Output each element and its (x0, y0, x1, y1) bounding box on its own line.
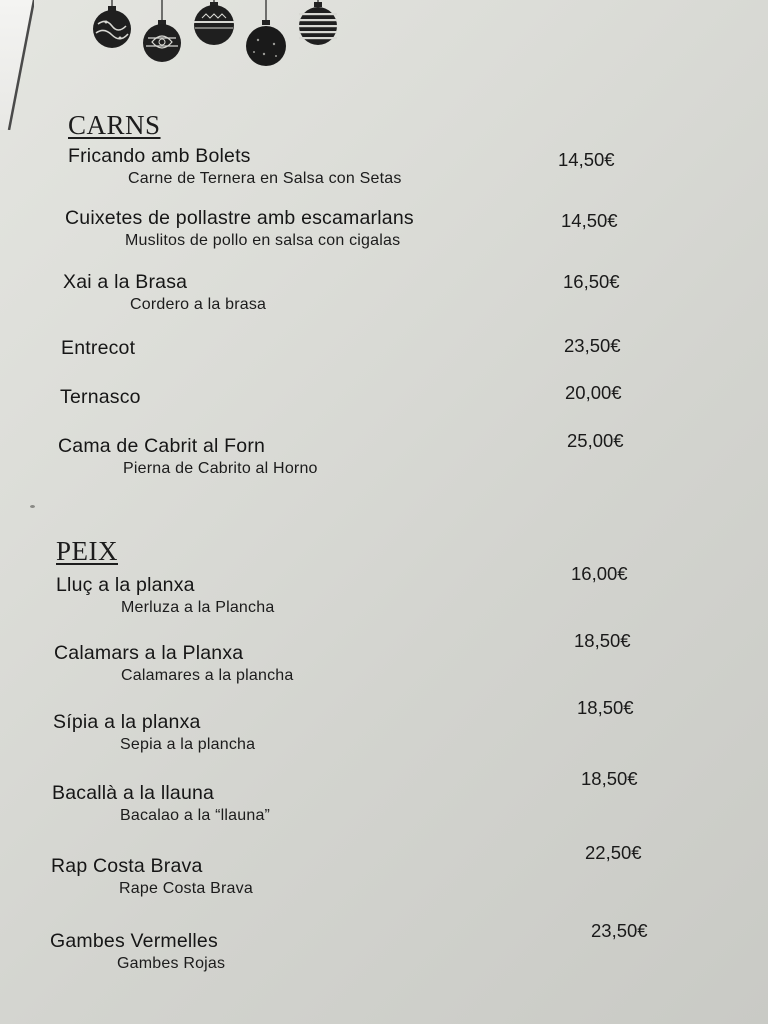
menu-item (52, 768, 692, 842)
item-price: 16,00€ (571, 563, 628, 584)
menu-item (63, 271, 703, 331)
item-description: Pierna de Cabrito al Horno (123, 460, 318, 477)
item-price: 14,50€ (561, 210, 618, 231)
item-price: 18,50€ (577, 697, 634, 718)
menu-item (56, 563, 696, 634)
item-name: Sípia a la planxa (53, 711, 201, 733)
item-price: 22,50€ (585, 842, 642, 863)
menu-item (51, 842, 691, 915)
item-name: Entrecot (61, 337, 136, 359)
item-name: Cuixetes de pollastre amb escamarlans (65, 207, 414, 229)
item-name: Calamars a la Planxa (54, 642, 244, 664)
menu-item (54, 630, 694, 702)
item-description: Cordero a la brasa (130, 296, 267, 313)
item-name: Rap Costa Brava (51, 855, 203, 877)
item-price: 18,50€ (574, 630, 631, 651)
item-price: 16,50€ (563, 271, 620, 292)
item-description: Sepia a la plancha (120, 736, 256, 753)
item-name: Xai a la Brasa (63, 271, 188, 293)
item-description: Carne de Ternera en Salsa con Setas (128, 170, 402, 187)
item-name: Lluç a la planxa (56, 574, 195, 596)
menu-item (58, 430, 698, 495)
item-description: Gambes Rojas (117, 955, 226, 972)
section-title-carns: CARNS (68, 110, 161, 140)
item-price: 14,50€ (558, 149, 615, 170)
item-name: Ternasco (60, 386, 141, 408)
menu-item (68, 145, 708, 205)
item-description: Merluza a la Plancha (121, 599, 275, 616)
item-description: Rape Costa Brava (119, 880, 253, 897)
item-name: Fricando amb Bolets (68, 145, 251, 167)
menu-item (50, 920, 690, 990)
item-price: 18,50€ (581, 768, 638, 789)
item-description: Muslitos de pollo en salsa con cigalas (125, 232, 401, 249)
item-price: 20,00€ (565, 382, 622, 403)
menu-item (53, 697, 693, 771)
item-name: Gambes Vermelles (50, 930, 218, 952)
item-price: 23,50€ (564, 335, 621, 356)
item-description: Bacalao a la “llauna” (120, 807, 271, 824)
item-name: Cama de Cabrit al Forn (58, 435, 266, 457)
item-price: 25,00€ (567, 430, 624, 451)
item-description: Calamares a la plancha (121, 667, 294, 684)
item-name: Bacallà a la llauna (52, 782, 215, 804)
menu-item (65, 207, 705, 267)
section-title-peix: PEIX (56, 536, 118, 566)
item-price: 23,50€ (591, 920, 648, 941)
